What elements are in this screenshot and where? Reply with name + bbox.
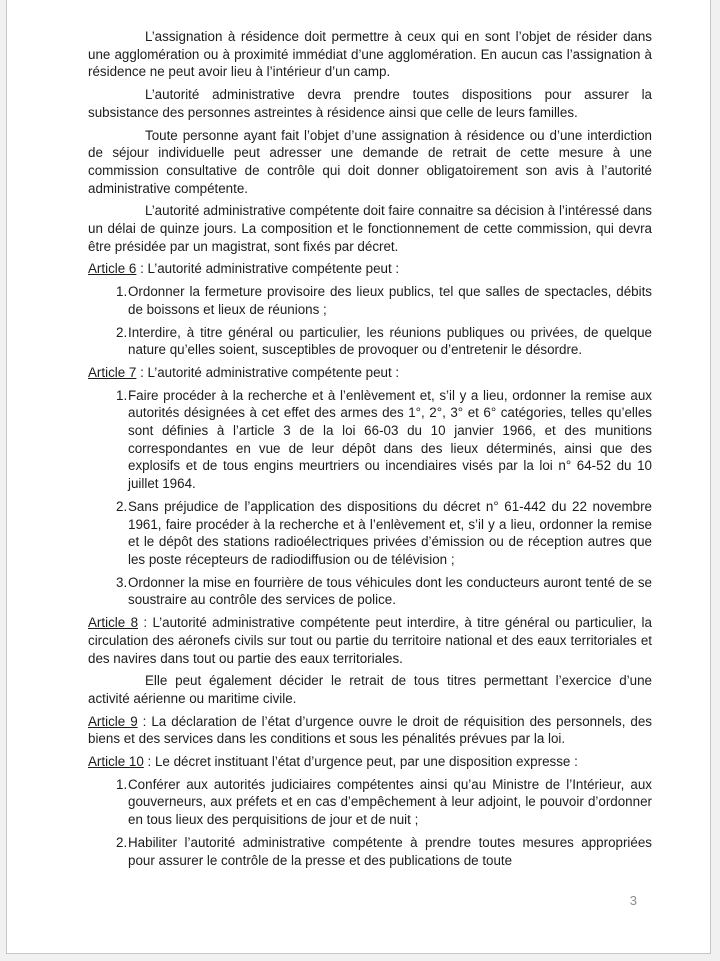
list-item-number: 2. [116,324,128,340]
page-number: 3 [629,893,637,908]
article-10-list [88,776,652,870]
article-8-heading [88,614,652,667]
paragraph-retrait-titres: Elle peut également décider le retrait de tous titres permettant l’exercice d’une activité aérienne ou maritime civile. [88,673,652,706]
list-item [88,776,652,829]
article-7-text: : L’autorité administrative compétente peut : [136,364,400,380]
article-6-label: Article 6 [88,261,137,277]
list-item [88,324,652,359]
article-7-list [88,387,652,609]
article-9-heading [88,713,652,748]
list-item [88,834,652,869]
article-9-label: Article 9 [88,713,138,729]
list-item-text: Ordonner la mise en fourrière de tous véhicules dont les conducteurs auront tenté de se soustraire au contrôle des services de police. [128,574,652,608]
article-9-text: : La déclaration de l’état d’urgence ouvre le droit de réquisition des personnels, des biens et des services dans les conditions et sous les pénalités prévues par la loi. [88,713,652,747]
article-10-heading [88,753,652,771]
list-item-text: Ordonner la fermeture provisoire des lieux publics, tel que salles de spectacles, débits de boissons et lieux de réunions ; [128,284,652,317]
list-item [88,283,652,318]
article-7-heading [88,364,652,382]
article-7-label: Article 7 [88,364,137,380]
list-item-number: 1. [116,776,128,792]
list-item-number: 1. [116,387,128,403]
paragraph-subsistance: L’autorité administrative devra prendre toutes dispositions pour assurer la subsistance des personnes astreintes à résidence ainsi que celle de leurs familles. [88,87,652,120]
list-item [88,574,652,609]
article-10-label: Article 10 [88,754,144,770]
list-item-number: 2. [116,498,128,514]
page-body [88,28,652,874]
list-item-text: Habiliter l’autorité administrative compétente à prendre toutes mesures appropriées pour assurer le contrôle de la presse et des publications de toute [128,834,652,868]
list-item [88,498,652,569]
article-10-text: : Le décret instituant l’état d’urgence peut, par une disposition expresse : [143,754,578,770]
paragraph-decision-quinze-jours: L’autorité administrative compétente doit faire connaitre sa décision à l’intéressé dans un délai de quinze jours. La composition et le fonctionnement de cette commission, qui devra être présidée par un magistrat, sont fixés par décret. [88,203,652,254]
list-item-text: Faire procéder à la recherche et à l’enlèvement et, s’il y a lieu, ordonner la remise aux autorités désignées à cet effet des armes des 1°, 2°, 3° et 6° catégories, telles qu’elles sont définies à l’article 3 de la loi 66-03 du 10 janvier 1966, et des munitions correspondantes en vue de leur dépôt dans des lieux déterminés, ainsi que des explosifs et de tous engins meurtriers ou incendiaires visés par la loi n° 64-52 du 10 juillet 1964. [128,387,652,492]
article-8-label: Article 8 [88,615,139,631]
list-item-text: Sans préjudice de l’application des dispositions du décret n° 61-442 du 22 novembre 1961, faire procéder à la recherche et à l’enlèvement et, s’il y a lieu, ordonner la remise et le dépôt des stations radioélectriques privées d’émission ou de réception autres que les poste récepteurs de radiodiffusion ou de télévision ; [128,498,652,567]
list-item-number: 1. [116,284,128,300]
article-6-text: : L’autorité administrative compétente peut : [136,261,400,277]
paragraph-demande-retrait: Toute personne ayant fait l’objet d’une assignation à résidence ou d’une interdiction de séjour individuelle peut adresser une demande de retrait de cette mesure à une commission consultative de contrôle qui doit donner obligatoirement son avis à l’autorité administrative compétente. [88,127,652,196]
list-item-number: 3. [116,574,128,590]
list-item-text: Conférer aux autorités judiciaires compétentes ainsi qu’au Ministre de l’Intérieur, aux gouverneurs, aux préfets et en cas d’empêchement à leur adjoint, le pouvoir d’ordonner en tous lieux des perquisitions de jour et de nuit ; [128,776,652,828]
article-6-heading [88,260,652,278]
list-item [88,387,652,493]
list-item-text: Interdire, à titre général ou particulier, les réunions publiques ou privées, de quelque nature qu’elles soient, susceptibles de provoquer ou d’entretenir le désordre. [128,324,652,358]
article-8-text: : L’autorité administrative compétente peut interdire, à titre général ou particulier, la circulation des aéronefs civils sur tout ou partie du territoire national et des eaux territoriales et des navires dans tout ou partie des eaux territoriales. [88,615,652,666]
paragraph-assignation-residence: L’assignation à résidence doit permettre à ceux qui en sont l’objet de résider dans une agglomération ou à proximité immédiat d’une agglomération. En aucun cas l’assignation à résidence ne peut avoir lieu à l’intérieur d’un camp. [88,29,652,80]
article-6-list [88,283,652,359]
list-item-number: 2. [116,834,128,850]
document-page [6,0,711,954]
